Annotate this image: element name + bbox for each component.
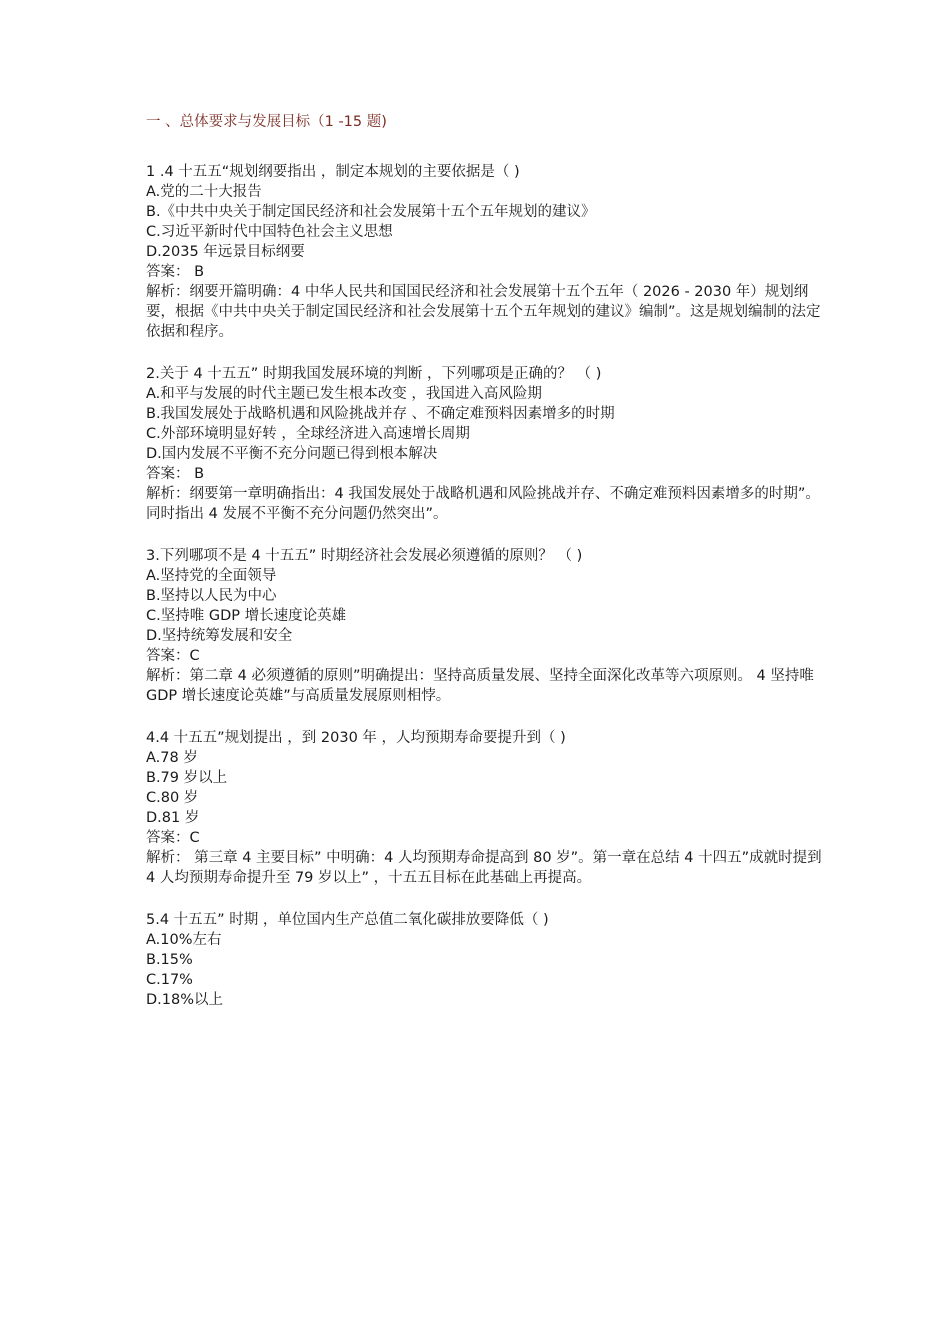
question-3 — [146, 546, 826, 706]
document-page — [146, 112, 826, 1032]
option-a: A.10%左右 — [146, 932, 222, 948]
option-c: C.坚持唯 GDP 增长速度论英雄 — [146, 608, 347, 624]
question-stem: 5.4 十五五” 时期 ，单位国内生产总值二氧化碳排放要降低（ ) — [146, 912, 549, 928]
question-stem: 3.下列哪项不是 4 十五五” 时期经济社会发展必须遵循的原则？ （ ) — [146, 548, 583, 564]
answer: 答案： B — [146, 466, 205, 482]
answer: 答案：C — [146, 648, 200, 664]
option-b: B.79 岁以上 — [146, 770, 228, 786]
option-c: C.80 岁 — [146, 790, 199, 806]
option-a: A.和平与发展的时代主题已发生根本改变 ，我国进入高风险期 — [146, 386, 542, 402]
option-b: B.15% — [146, 952, 193, 968]
question-4 — [146, 728, 826, 888]
question-stem: 4.4 十五五”规划提出 ，到 2030 年 ，人均预期寿命要提升到（ ) — [146, 730, 566, 746]
analysis: 解析： 第三章 4 主要目标” 中明确：4 人均预期寿命提高到 80 岁”。第一章在总结 4 十四五”成就时提到 4 人均预期寿命提升至 79 岁以上” ，十五五目标在此基础上再提高。 — [146, 850, 822, 886]
option-d: D.2035 年远景目标纲要 — [146, 244, 305, 260]
question-2 — [146, 364, 826, 524]
option-d: D.81 岁 — [146, 810, 200, 826]
answer: 答案：C — [146, 830, 200, 846]
question-stem: 2.关于 4 十五五” 时期我国发展环境的判断 ，下列哪项是正确的？ （ ) — [146, 366, 602, 382]
option-a: A.党的二十大报告 — [146, 184, 262, 200]
option-a: A.坚持党的全面领导 — [146, 568, 277, 584]
answer: 答案： B — [146, 264, 205, 280]
option-d: D.18%以上 — [146, 992, 224, 1008]
question-5 — [146, 910, 826, 1010]
option-b: B.《中共中央关于制定国民经济和社会发展第十五个五年规划的建议》 — [146, 204, 596, 220]
option-d: D.国内发展不平衡不充分问题已得到根本解决 — [146, 446, 438, 462]
option-b: B.坚持以人民为中心 — [146, 588, 277, 604]
option-c: C.外部环境明显好转 ，全球经济进入高速增长周期 — [146, 426, 470, 442]
question-1 — [146, 162, 826, 342]
question-stem: 1 .4 十五五“规划纲要指出 ，制定本规划的主要依据是（ ) — [146, 164, 520, 180]
option-a: A.78 岁 — [146, 750, 198, 766]
option-d: D.坚持统筹发展和安全 — [146, 628, 293, 644]
analysis: 解析：纲要开篇明确：4 中华人民共和国国民经济和社会发展第十五个五年（ 2026 - 2030 年）规划纲要，根据《中共中央关于制定国民经济和社会发展第十五个五年规划的建议》编制”。这是规划编制的法定依据和程序。 — [146, 284, 821, 340]
analysis: 解析：纲要第一章明确指出：4 我国发展处于战略机遇和风险挑战并存、不确定难预料因素增多的时期”。同时指出 4 发展不平衡不充分问题仍然突出”。 — [146, 486, 820, 522]
option-b: B.我国发展处于战略机遇和风险挑战并存 、不确定难预料因素增多的时期 — [146, 406, 615, 422]
section-title: 一 、总体要求与发展目标（1 -15 题) — [146, 114, 387, 130]
analysis: 解析：第二章 4 必须遵循的原则”明确提出：坚持高质量发展、坚持全面深化改革等六项原则。 4 坚持唯 GDP 增长速度论英雄”与高质量发展原则相悖。 — [146, 668, 814, 704]
option-c: C.习近平新时代中国特色社会主义思想 — [146, 224, 393, 240]
option-c: C.17% — [146, 972, 193, 988]
